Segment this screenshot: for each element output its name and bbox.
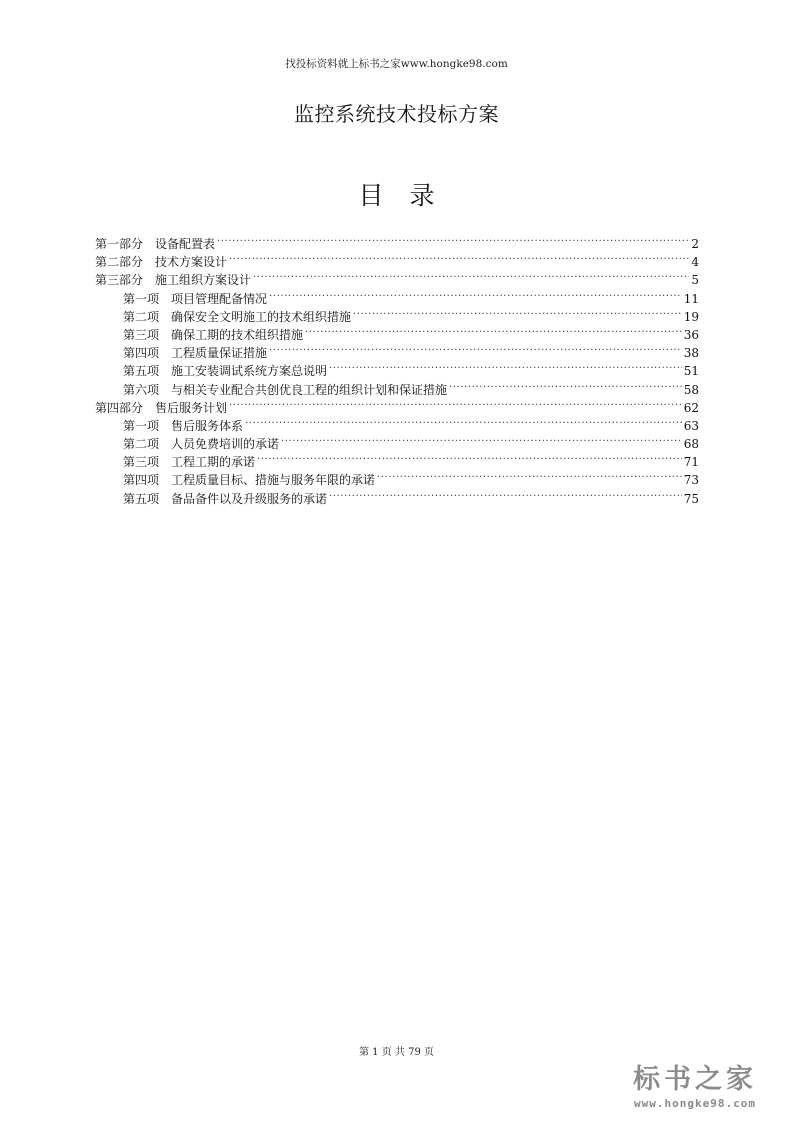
toc-entry-page: 11 [683,291,699,306]
toc-leader-dots [257,448,682,466]
toc-leader-dots [305,321,682,339]
toc-leader-dots [269,285,682,303]
toc-heading-char-2: 录 [409,181,435,210]
toc-entry-number: 第五项 [123,364,160,379]
toc-leader-dots [229,248,689,266]
toc-entry-number: 第四项 [123,346,160,361]
page-footer: 第 1 页 共 79 页 [359,1047,434,1058]
toc-entry-label: 施工组织方案设计 [155,273,252,288]
toc-entry-page: 58 [683,382,699,397]
toc-entry-number: 第四项 [123,473,160,488]
toc-entry-page: 71 [683,455,699,470]
brand-logo [615,1063,775,1110]
toc-entry-page: 2 [691,237,699,251]
toc-entry-page: 36 [683,327,699,342]
toc-entry-page: 51 [683,364,699,379]
toc-heading-char-1: 目 [358,181,384,210]
toc-entry-number: 第二部分 [95,255,144,270]
toc-entry-page: 19 [683,309,699,324]
toc-entry-label: 确保工期的技术组织措施 [171,327,304,342]
toc-entry-page: 75 [683,491,699,506]
toc-entry-number: 第二项 [123,309,160,324]
toc-entry-number: 第一部分 [95,237,144,251]
toc-entry-label: 售后服务体系 [171,418,244,433]
toc-entry-label: 设备配置表 [155,237,216,251]
toc-leader-dots [377,466,682,484]
brand-logo-text: 标书之家 [633,1064,757,1095]
toc-entry-number: 第一项 [123,418,160,433]
brand-logo-url: www.hongke98.com [634,1097,756,1110]
toc-entry-label: 施工安装调试系统方案总说明 [171,364,328,379]
toc-leader-dots [329,357,682,375]
toc-leader-dots [329,485,682,503]
table-of-contents [95,230,699,506]
toc-entry-label: 与相关专业配合共创优良工程的组织计划和保证措施 [171,382,448,397]
toc-entry-page: 38 [683,346,699,361]
toc-entry-number: 第五项 [123,491,160,506]
toc-entry-number: 第三项 [123,455,160,470]
toc-leader-dots [353,303,682,321]
toc-entry-label: 确保安全文明施工的技术组织措施 [171,309,352,324]
toc-leader-dots [217,230,689,248]
toc-leader-dots [449,376,682,394]
toc-entry-page: 68 [683,437,699,452]
toc-entry-page: 4 [691,255,699,270]
toc-entry-label: 工程工期的承诺 [171,455,256,470]
toc-entry-number: 第四部分 [95,400,144,415]
toc-leader-dots [253,266,689,284]
toc-entry-label: 备品备件以及升级服务的承诺 [171,491,328,506]
toc-leader-dots [229,394,682,412]
toc-entry-number: 第六项 [123,382,160,397]
document-title: 监控系统技术投标方案 [294,102,499,126]
toc-entry-number: 第三项 [123,327,160,342]
toc-entry-page: 63 [683,418,699,433]
toc-entry-number: 第一项 [123,291,160,306]
toc-entry-number: 第二项 [123,437,160,452]
toc-entry-number: 第三部分 [95,273,144,288]
toc-entry-label: 项目管理配备情况 [171,291,268,306]
toc-leader-dots [269,339,682,357]
toc-entry-label: 人员免费培训的承诺 [171,437,280,452]
toc-entry-page: 5 [691,273,699,288]
toc-entry-page: 73 [683,473,699,488]
toc-entry-label: 工程质量目标、措施与服务年限的承诺 [171,473,376,488]
toc-leader-dots [281,430,682,448]
toc-entry-label: 售后服务计划 [155,400,228,415]
toc-entry-label: 技术方案设计 [155,255,228,270]
toc-entry-page: 62 [683,400,699,415]
toc-leader-dots [245,412,682,430]
page-header: 找投标资料就上标书之家www.hongke98.com [285,58,508,70]
toc-entry[interactable] [95,230,699,251]
toc-heading [0,176,793,212]
toc-entry-label: 工程质量保证措施 [171,346,268,361]
